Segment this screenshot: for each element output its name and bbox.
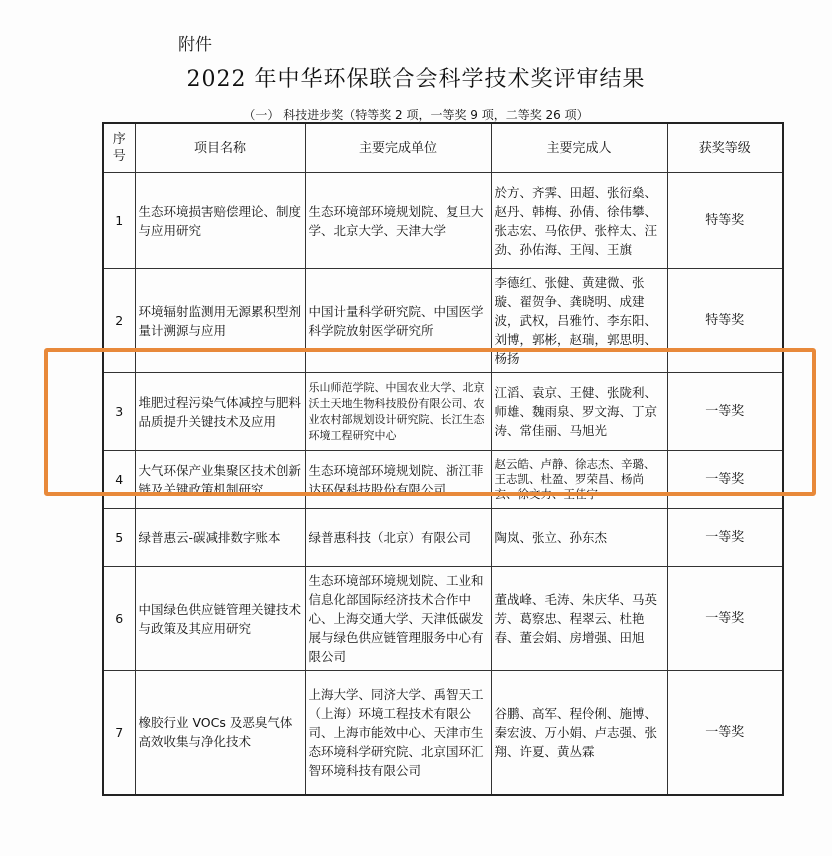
row-no: 1 — [103, 173, 135, 269]
row-project-name: 橡胶行业 VOCs 及恶臭气体高效收集与净化技术 — [135, 671, 305, 795]
row-project-name: 堆肥过程污染气体减控与肥料 品质提升关键技术及应用 — [135, 373, 305, 451]
row-level: 特等奖 — [667, 269, 783, 373]
table-row — [103, 567, 783, 671]
row-units: 乐山师范学院、中国农业大学、北京沃土天地生物科技股份有限公司、农业农村部规划设计研究院、长江生态环境工程研究中心 — [305, 373, 491, 451]
row-people: 谷鹏、高军、程伶俐、施博、秦宏波、万小娟、卢志强、张翔、许夏、黄丛霖 — [491, 671, 667, 795]
results-table — [102, 122, 784, 796]
row-level: 一等奖 — [667, 671, 783, 795]
document-title: 2022 年中华环保联合会科学技术奖评审结果 — [186, 67, 646, 92]
table-row — [103, 269, 783, 373]
row-project-name: 大气环保产业集聚区技术创新链及关键政策机制研究 — [135, 451, 305, 509]
header-level: 获奖等级 — [667, 123, 783, 173]
row-level: 特等奖 — [667, 173, 783, 269]
row-project-name: 绿普惠云-碳减排数字账本 — [135, 509, 305, 567]
row-people: 董战峰、毛涛、朱庆华、马英芳、葛察忠、程翠云、杜艳春、董会娟、房增强、田旭 — [491, 567, 667, 671]
row-project-name: 环境辐射监测用无源累积型剂量计溯源与应用 — [135, 269, 305, 373]
row-units: 生态环境部环境规划院、工业和信息化部国际经济技术合作中心、上海交通大学、天津低碳发展与绿色供应链管理服务中心有限公司 — [305, 567, 491, 671]
document-subtitle: （一） 科技进步奖（特等奖 2 项，一等奖 9 项，二等奖 26 项） — [243, 108, 589, 122]
row-level: 一等奖 — [667, 509, 783, 567]
row-no: 4 — [103, 451, 135, 509]
table-row — [103, 373, 783, 451]
table-row — [103, 173, 783, 269]
row-people: 李德红、张健、黄建微、张璇、翟贺争、龚晓明、成建波，武权，吕雅竹、李东阳、刘博，郭彬，赵瑞，郭思明、杨扬 — [491, 269, 667, 373]
row-project-name: 中国绿色供应链管理关键技术与政策及其应用研究 — [135, 567, 305, 671]
row-units: 生态环境部环境规划院、浙江菲达环保科技股份有限公司 — [305, 451, 491, 509]
row-project-name: 生态环境损害赔偿理论、制度与应用研究 — [135, 173, 305, 269]
row-units: 绿普惠科技（北京）有限公司 — [305, 509, 491, 567]
table-row — [103, 509, 783, 567]
header-people: 主要完成人 — [491, 123, 667, 173]
row-no: 6 — [103, 567, 135, 671]
row-units: 生态环境部环境规划院、复旦大学、北京大学、天津大学 — [305, 173, 491, 269]
header-no: 序号 — [103, 123, 135, 173]
table-row — [103, 671, 783, 795]
row-level: 一等奖 — [667, 451, 783, 509]
header-units: 主要完成单位 — [305, 123, 491, 173]
attachment-label: 附件 — [178, 35, 212, 55]
row-level: 一等奖 — [667, 373, 783, 451]
header-project-name: 项目名称 — [135, 123, 305, 173]
row-people: 江滔、袁京、王健、张陇利、师雄、魏雨泉、罗文海、丁京涛、常佳丽、马旭光 — [491, 373, 667, 451]
table-header-row — [103, 123, 783, 173]
row-units: 中国计量科学研究院、中国医学科学院放射医学研究所 — [305, 269, 491, 373]
row-no: 7 — [103, 671, 135, 795]
row-people: 赵云皓、卢静、徐志杰、辛璐、王志凯、杜盈、罗荣昌、杨尚玄、徐文力、王佳宁 — [491, 451, 667, 509]
row-level: 一等奖 — [667, 567, 783, 671]
row-no: 2 — [103, 269, 135, 373]
row-no: 3 — [103, 373, 135, 451]
row-units: 上海大学、同济大学、禹智天工（上海）环境工程技术有限公司、上海市能效中心、天津市生态环境科学研究院、北京国环汇智环境科技有限公司 — [305, 671, 491, 795]
row-no: 5 — [103, 509, 135, 567]
row-people: 陶岚、张立、孙东杰 — [491, 509, 667, 567]
table-row — [103, 451, 783, 509]
row-people: 於方、齐霁、田超、张衍燊、赵丹、韩梅、孙倩、徐伟攀、张志宏、马依伊、张梓太、汪劲、孙佑海、王闯、王旗 — [491, 173, 667, 269]
